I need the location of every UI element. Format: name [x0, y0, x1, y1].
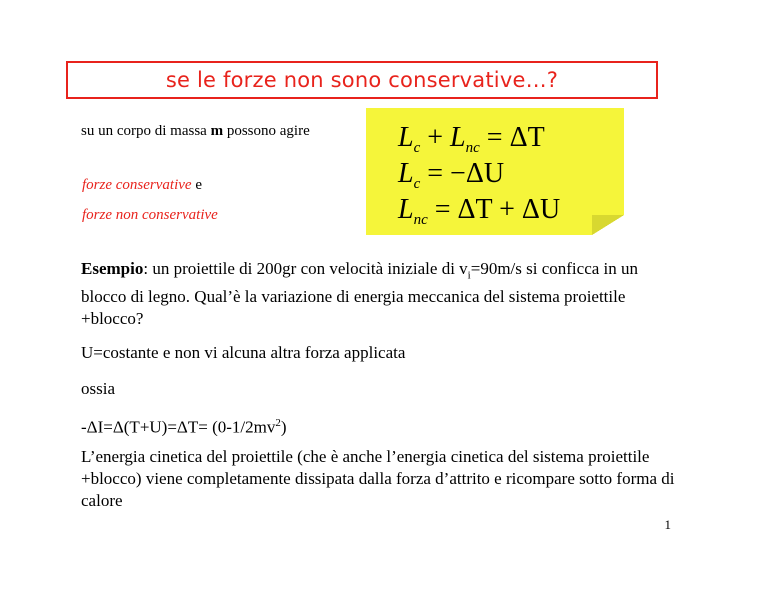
- example-paragraph: Esempio: un proiettile di 200gr con velocità iniziale di $v_i=90m/s$ si conficca in un blocco di legno. Qual’è la variazione di energia meccanica del sistema proiettile +blocco?: [81, 259, 639, 329]
- non-conservative-forces-label: forze non conservative: [82, 207, 218, 223]
- note-fold-shadow: [592, 215, 624, 235]
- intro-pre: su un corpo di massa: [81, 123, 211, 139]
- conservative-forces-line: [82, 177, 202, 194]
- title-box: [66, 61, 658, 99]
- equations-sticky-note: [366, 108, 624, 235]
- slide-title: se le forze non sono conservative…?: [165, 68, 559, 92]
- intro-post: possono agire: [223, 123, 310, 139]
- forces-connector: e: [191, 177, 202, 193]
- example-label: Esempio: [81, 259, 144, 278]
- equation-conservative-work: $L_c = -\Delta U$: [398, 158, 505, 192]
- equation-work-energy: $L_c + L_{nc} = \Delta T$: [398, 122, 545, 156]
- conclusion-paragraph: L’energia cinetica del proiettile (che è anche l’energia cinetica del sistema proiettile +blocco) viene completamente dissipata dalla forza d’attrito e ricompare sotto forma di calore: [81, 447, 675, 510]
- constant-u-line: U=costante e non vi alcuna altra forza applicata: [81, 343, 406, 362]
- ossia-line: ossia: [81, 379, 115, 398]
- equation-non-conservative-work: $L_{nc} = \Delta T + \Delta U$: [398, 194, 561, 228]
- page-number: 1: [664, 517, 671, 532]
- delta-equation-line: $-\Delta I=\Delta(T+U)=\Delta T= (0-1/2mv^2)$: [81, 417, 287, 437]
- intro-text: [81, 121, 341, 141]
- conservative-forces-label: forze conservative: [82, 177, 192, 193]
- mass-symbol: m: [210, 123, 224, 139]
